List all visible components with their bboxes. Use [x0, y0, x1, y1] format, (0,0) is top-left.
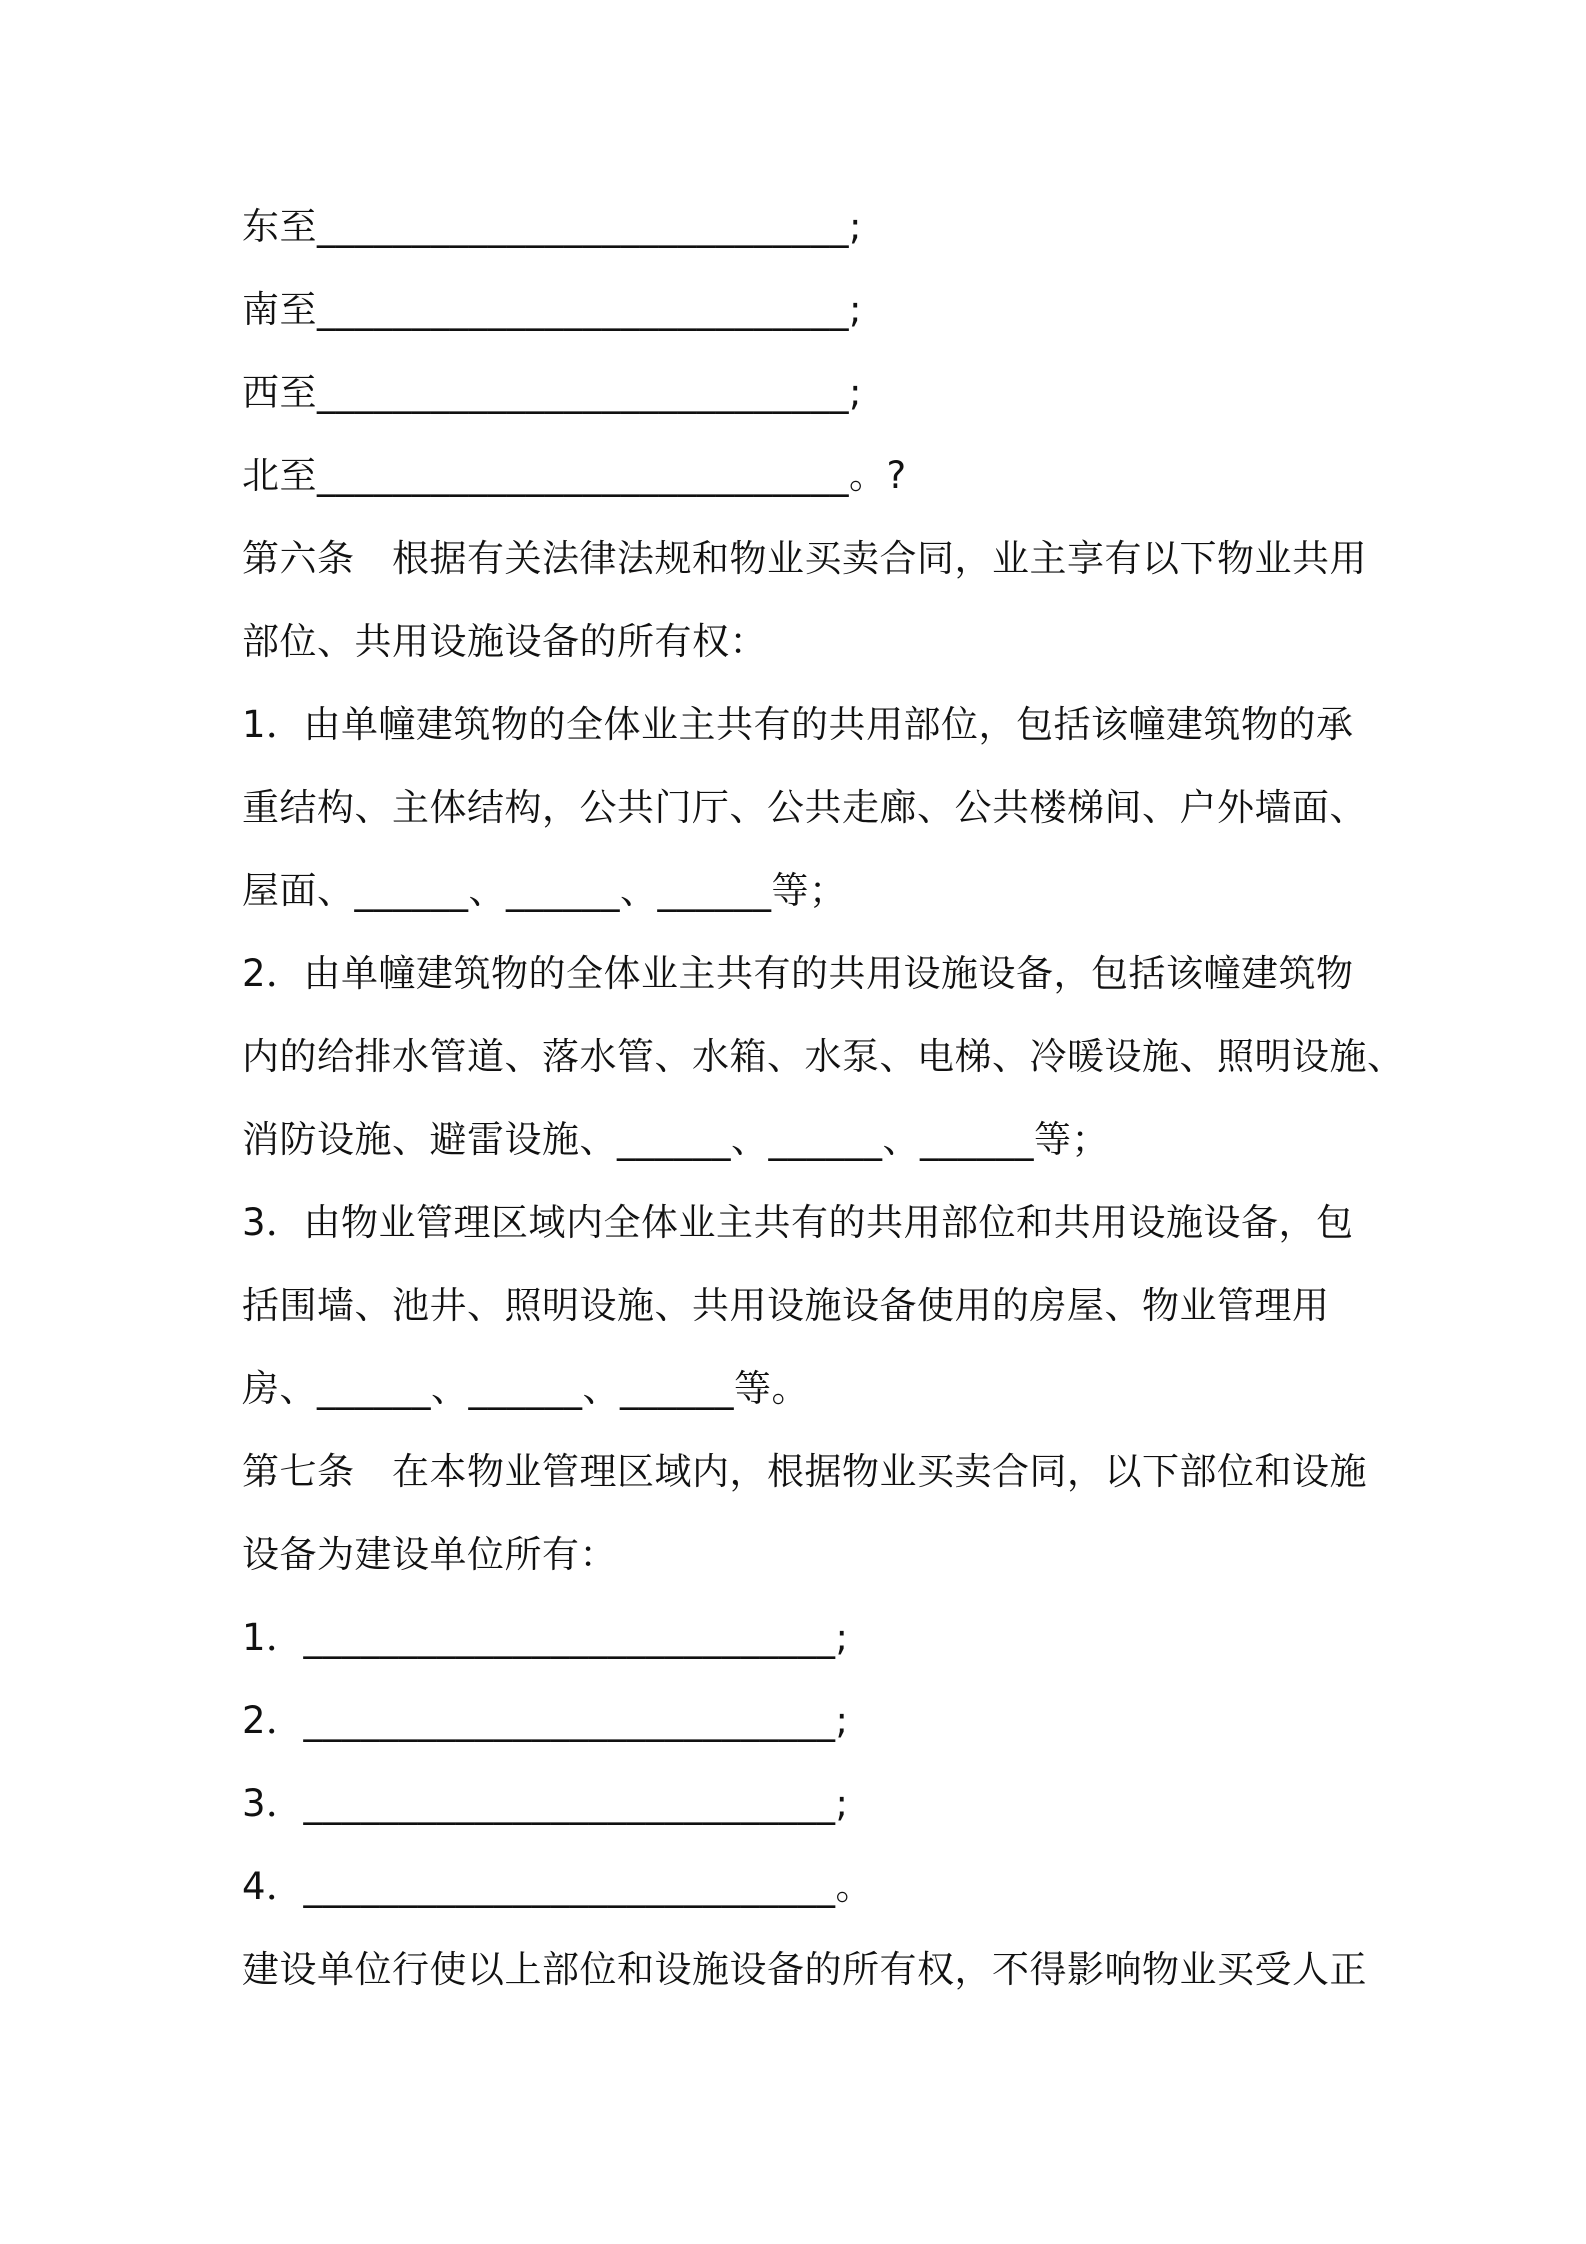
boundary-east-line: 东至____________________________; [242, 205, 862, 248]
article-7-heading: 第七条 在本物业管理区域内，根据物业买卖合同，以下部位和设施 [242, 1450, 1367, 1493]
article-6-item-3: 房、______、______、______等。 [242, 1367, 809, 1410]
article-6-text: 部位、共用设施设备的所有权： [242, 620, 767, 663]
article-6-item-3: 括围墙、池井、照明设施、共用设施设备使用的房屋、物业管理用 [242, 1284, 1330, 1327]
article-7-text: 设备为建设单位所有： [242, 1533, 617, 1576]
boundary-south-line: 南至____________________________; [242, 288, 862, 331]
article-6-item-2: 内的给排水管道、落水管、水箱、水泵、电梯、冷暖设施、照明设施、 [242, 1035, 1405, 1078]
article-7-item-4: 4．____________________________。 [242, 1865, 874, 1908]
article-6-item-2: 2．由单幢建筑物的全体业主共有的共用设施设备，包括该幢建筑物 [242, 952, 1354, 995]
article-6-item-2: 消防设施、避雷设施、______、______、______等； [242, 1118, 1109, 1161]
article-6-item-3: 3．由物业管理区域内全体业主共有的共用部位和共用设施设备，包 [242, 1201, 1354, 1244]
article-7-item-2: 2．____________________________; [242, 1699, 849, 1742]
article-6-item-1: 屋面、______、______、______等； [242, 869, 847, 912]
article-6-item-1: 1．由单幢建筑物的全体业主共有的共用部位，包括该幢建筑物的承 [242, 703, 1354, 746]
article-6-heading: 第六条 根据有关法律法规和物业买卖合同，业主享有以下物业共用 [242, 537, 1367, 580]
boundary-west-line: 西至____________________________; [242, 371, 862, 414]
article-7-item-3: 3．____________________________; [242, 1782, 849, 1825]
article-7-closing: 建设单位行使以上部位和设施设备的所有权，不得影响物业买受人正 [242, 1948, 1367, 1991]
article-7-item-1: 1．____________________________; [242, 1616, 849, 1659]
boundary-north-line: 北至____________________________。? [242, 454, 907, 497]
article-6-item-1: 重结构、主体结构，公共门厅、公共走廊、公共楼梯间、户外墙面、 [242, 786, 1367, 829]
